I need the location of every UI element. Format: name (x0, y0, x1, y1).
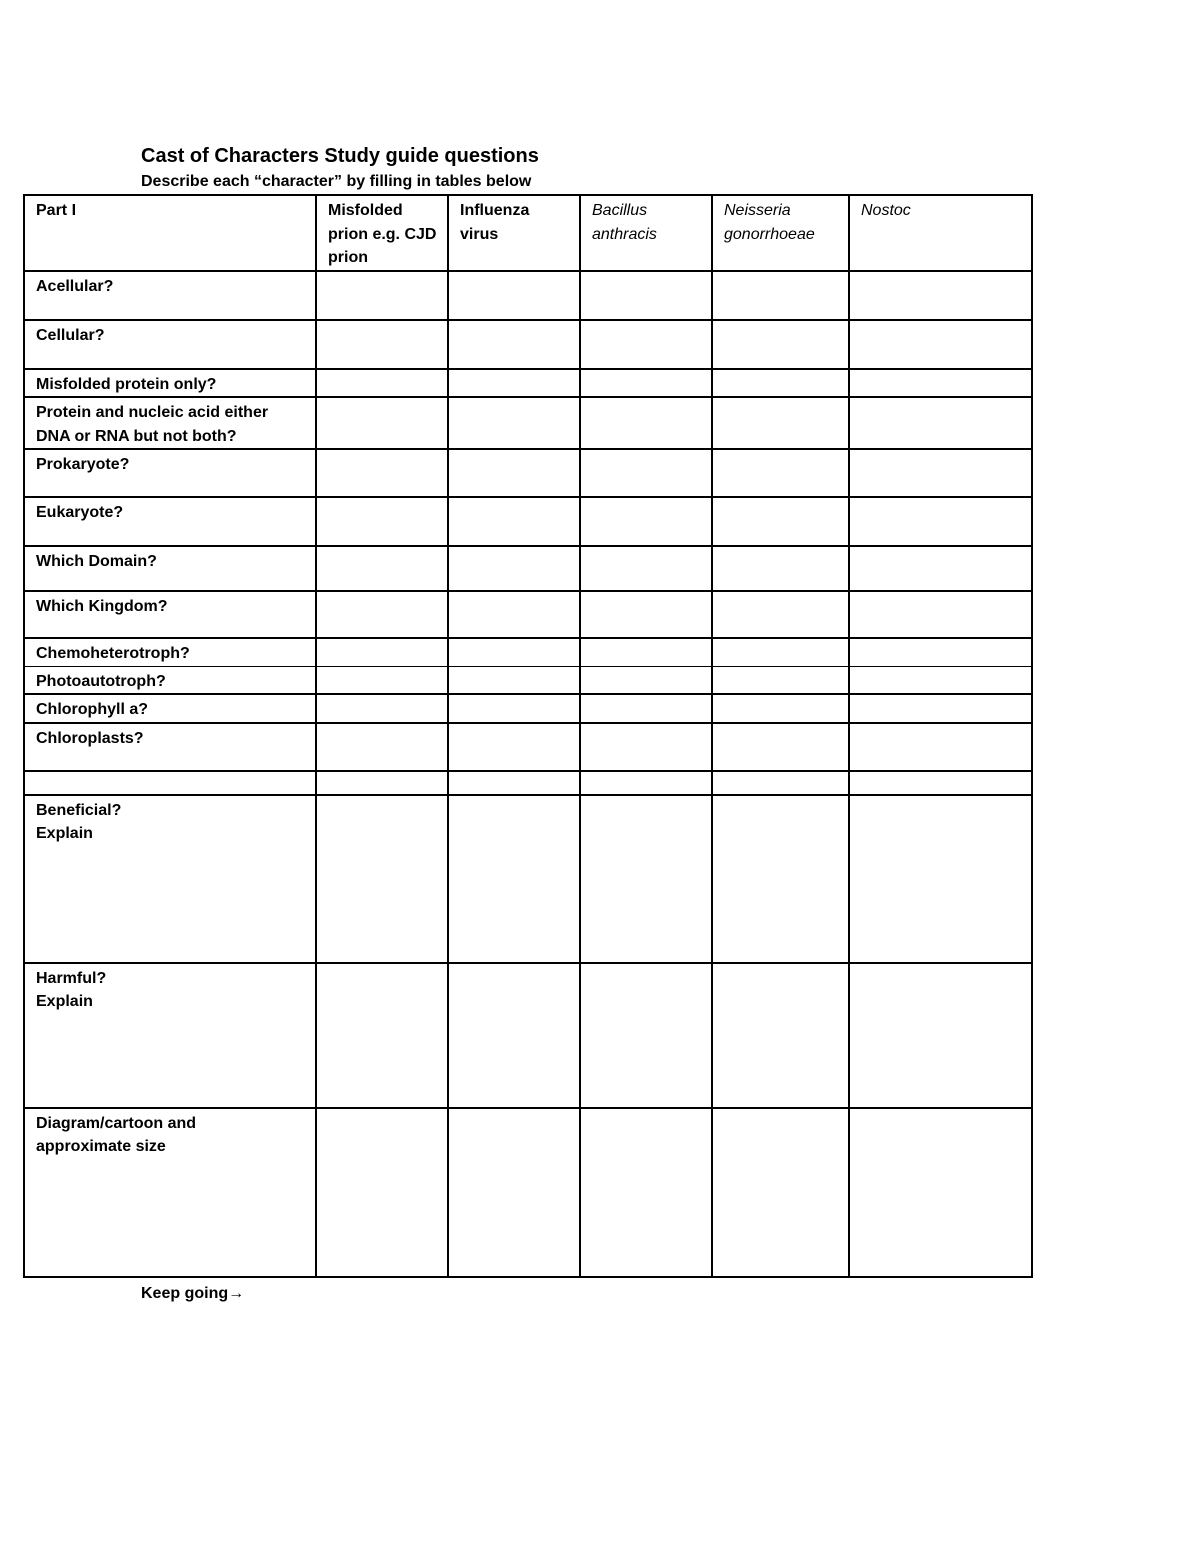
answer-cell[interactable] (580, 666, 712, 694)
row-label: Chloroplasts? (24, 723, 316, 771)
answer-cell[interactable] (849, 449, 1032, 497)
answer-cell[interactable] (316, 638, 448, 666)
answer-cell[interactable] (580, 369, 712, 398)
answer-cell[interactable] (448, 320, 580, 369)
answer-cell[interactable] (316, 397, 448, 449)
row-label: Photoautotroph? (24, 666, 316, 694)
answer-cell[interactable] (316, 666, 448, 694)
answer-cell[interactable] (580, 723, 712, 771)
table-row (24, 369, 1032, 398)
answer-cell[interactable] (712, 320, 849, 369)
answer-cell[interactable] (316, 546, 448, 591)
answer-cell[interactable] (448, 963, 580, 1108)
answer-cell[interactable] (712, 638, 849, 666)
answer-cell[interactable] (316, 1108, 448, 1277)
row-label: Harmful? Explain (24, 963, 316, 1108)
table-row (24, 397, 1032, 449)
table-row (24, 795, 1032, 963)
answer-cell[interactable] (580, 449, 712, 497)
table-row (24, 638, 1032, 666)
answer-cell[interactable] (712, 1108, 849, 1277)
answer-cell[interactable] (316, 963, 448, 1108)
answer-cell[interactable] (849, 397, 1032, 449)
keep-going-text: Keep going (141, 1285, 229, 1302)
answer-cell[interactable] (448, 771, 580, 795)
answer-cell[interactable] (580, 694, 712, 723)
row-label: Beneficial? Explain (24, 795, 316, 963)
answer-cell[interactable] (849, 638, 1032, 666)
answer-cell[interactable] (448, 271, 580, 320)
answer-cell[interactable] (849, 666, 1032, 694)
row-label (24, 771, 316, 795)
table-row (24, 771, 1032, 795)
study-guide-table (23, 194, 1033, 1278)
column-header-neisseria: Neisseria gonorrhoeae (712, 195, 849, 271)
table-row (24, 963, 1032, 1108)
row-label: Prokaryote? (24, 449, 316, 497)
row-label: Chemoheterotroph? (24, 638, 316, 666)
table-row (24, 591, 1032, 638)
answer-cell[interactable] (712, 369, 849, 398)
answer-cell[interactable] (316, 694, 448, 723)
answer-cell[interactable] (849, 963, 1032, 1108)
answer-cell[interactable] (448, 546, 580, 591)
table-row (24, 320, 1032, 369)
document-subtitle: Describe each “character” by filling in tables below (141, 173, 532, 190)
document-title: Cast of Characters Study guide questions (141, 145, 539, 167)
answer-cell[interactable] (849, 546, 1032, 591)
header-row (24, 195, 1032, 271)
table-row (24, 271, 1032, 320)
answer-cell[interactable] (316, 795, 448, 963)
answer-cell[interactable] (712, 546, 849, 591)
answer-cell[interactable] (712, 963, 849, 1108)
answer-cell[interactable] (849, 369, 1032, 398)
row-label: Protein and nucleic acid either DNA or RNA but not both? (24, 397, 316, 449)
table-row (24, 723, 1032, 771)
answer-cell[interactable] (316, 369, 448, 398)
answer-cell[interactable] (448, 638, 580, 666)
table-row (24, 1108, 1032, 1277)
answer-cell[interactable] (712, 449, 849, 497)
answer-cell[interactable] (712, 795, 849, 963)
answer-cell[interactable] (849, 591, 1032, 638)
answer-cell[interactable] (448, 1108, 580, 1277)
answer-cell[interactable] (580, 591, 712, 638)
right-arrow-icon: → (228, 1285, 245, 1302)
answer-cell[interactable] (448, 723, 580, 771)
answer-cell[interactable] (316, 723, 448, 771)
answer-cell[interactable] (849, 795, 1032, 963)
answer-cell[interactable] (849, 497, 1032, 546)
row-label: Misfolded protein only? (24, 369, 316, 398)
column-header-prion: Misfolded prion e.g. CJD prion (316, 195, 448, 271)
answer-cell[interactable] (712, 497, 849, 546)
answer-cell[interactable] (448, 666, 580, 694)
row-label: Cellular? (24, 320, 316, 369)
answer-cell[interactable] (316, 591, 448, 638)
table-row (24, 449, 1032, 497)
answer-cell[interactable] (448, 591, 580, 638)
row-label: Diagram/cartoon and approximate size (24, 1108, 316, 1277)
answer-cell[interactable] (712, 723, 849, 771)
answer-cell[interactable] (448, 795, 580, 963)
answer-cell[interactable] (580, 638, 712, 666)
row-label: Which Kingdom? (24, 591, 316, 638)
answer-cell[interactable] (849, 1108, 1032, 1277)
answer-cell[interactable] (580, 1108, 712, 1277)
header-corner: Part I (24, 195, 316, 271)
column-header-bacillus: Bacillus anthracis (580, 195, 712, 271)
answer-cell[interactable] (580, 963, 712, 1108)
answer-cell[interactable] (712, 271, 849, 320)
answer-cell[interactable] (712, 771, 849, 795)
answer-cell[interactable] (712, 694, 849, 723)
answer-cell[interactable] (580, 771, 712, 795)
answer-cell[interactable] (712, 591, 849, 638)
table-row (24, 497, 1032, 546)
answer-cell[interactable] (316, 271, 448, 320)
answer-cell[interactable] (580, 546, 712, 591)
table-row (24, 546, 1032, 591)
column-header-influenza: Influenza virus (448, 195, 580, 271)
answer-cell[interactable] (316, 320, 448, 369)
answer-cell[interactable] (712, 397, 849, 449)
answer-cell[interactable] (448, 369, 580, 398)
answer-cell[interactable] (849, 320, 1032, 369)
answer-cell[interactable] (316, 771, 448, 795)
answer-cell[interactable] (316, 449, 448, 497)
table-row (24, 694, 1032, 723)
row-label: Eukaryote? (24, 497, 316, 546)
answer-cell[interactable] (580, 497, 712, 546)
answer-cell[interactable] (448, 497, 580, 546)
answer-cell[interactable] (712, 666, 849, 694)
row-label: Acellular? (24, 271, 316, 320)
answer-cell[interactable] (849, 271, 1032, 320)
row-label: Which Domain? (24, 546, 316, 591)
answer-cell[interactable] (448, 397, 580, 449)
answer-cell[interactable] (580, 271, 712, 320)
answer-cell[interactable] (849, 723, 1032, 771)
answer-cell[interactable] (580, 795, 712, 963)
answer-cell[interactable] (849, 771, 1032, 795)
column-header-nostoc: Nostoc (849, 195, 1032, 271)
table-row (24, 666, 1032, 694)
answer-cell[interactable] (580, 397, 712, 449)
row-label: Chlorophyll a? (24, 694, 316, 723)
answer-cell[interactable] (448, 694, 580, 723)
answer-cell[interactable] (316, 497, 448, 546)
answer-cell[interactable] (580, 320, 712, 369)
answer-cell[interactable] (448, 449, 580, 497)
answer-cell[interactable] (849, 694, 1032, 723)
keep-going-note (141, 1283, 244, 1305)
